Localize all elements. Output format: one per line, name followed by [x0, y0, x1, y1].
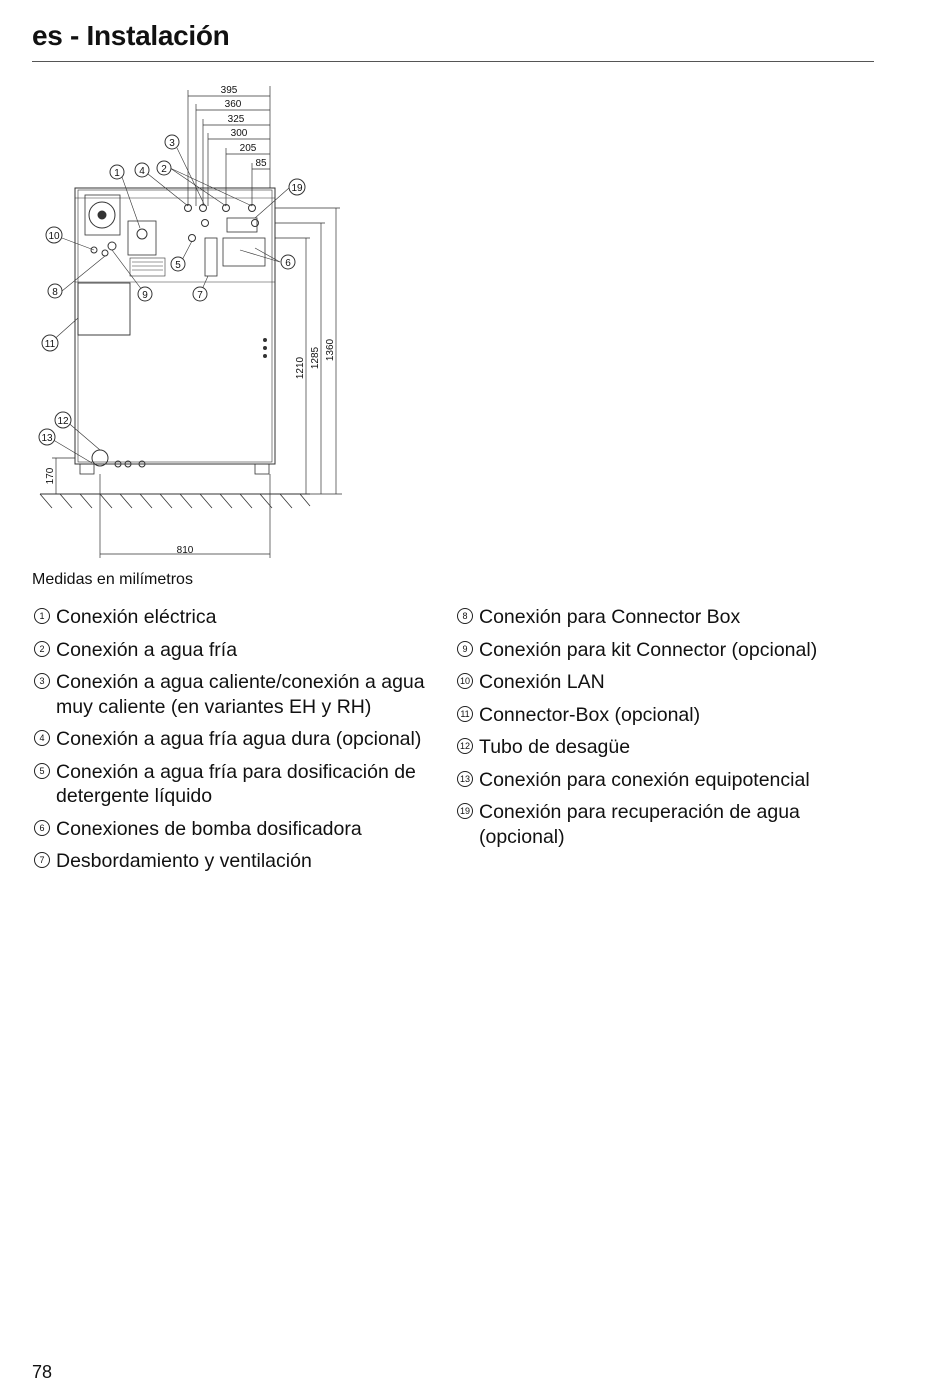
legend-number: 5 — [34, 763, 50, 779]
dim-360: 360 — [224, 99, 242, 110]
dim-810: 810 — [176, 545, 194, 556]
svg-text:10: 10 — [48, 231, 60, 242]
dim-205: 205 — [239, 143, 257, 154]
dim-85: 85 — [255, 158, 267, 169]
legend-text: Desbordamiento y ventilación — [56, 850, 312, 872]
legend-item — [457, 670, 877, 695]
machine-body — [75, 188, 275, 464]
svg-text:1: 1 — [114, 168, 120, 179]
legend-number: 19 — [457, 803, 473, 819]
svg-text:19: 19 — [291, 183, 303, 194]
svg-text:9: 9 — [142, 290, 148, 301]
svg-text:8: 8 — [52, 287, 58, 298]
svg-text:7: 7 — [197, 290, 203, 301]
legend-item — [457, 703, 877, 728]
legend-text: Conexión a agua caliente/conexión a agua muy caliente (en variantes EH y RH) — [56, 671, 425, 718]
installation-diagram — [30, 78, 360, 564]
callout-11 — [42, 335, 58, 351]
legend-number: 1 — [34, 608, 50, 624]
callout-10 — [46, 227, 62, 243]
callout-5 — [171, 257, 185, 271]
legend-text: Tubo de desagüe — [479, 736, 631, 758]
header-divider — [32, 61, 874, 62]
page-number: 78 — [32, 1362, 53, 1382]
legend-item — [34, 727, 450, 752]
legend-item — [457, 800, 877, 849]
legend-text: Conexión a agua fría — [56, 638, 238, 661]
legend-item — [457, 638, 877, 663]
svg-text:5: 5 — [175, 260, 181, 271]
callout-7 — [193, 287, 207, 301]
legend-item — [457, 768, 877, 793]
legend-number: 4 — [34, 730, 50, 746]
callout-19 — [289, 179, 305, 195]
legend-item — [34, 760, 450, 809]
legend-right-column — [457, 605, 877, 857]
legend-number: 11 — [457, 706, 473, 722]
legend-text: Connector-Box (opcional) — [479, 703, 701, 726]
dim-1285: 1285 — [310, 346, 321, 370]
legend-text: Conexión para Connector Box — [479, 606, 741, 628]
legend-item — [34, 817, 450, 842]
legend-item — [34, 670, 450, 719]
callout-13 — [39, 429, 55, 445]
figure-caption: Medidas en milímetros — [32, 571, 193, 588]
dim-325: 325 — [227, 114, 245, 125]
legend-number: 6 — [34, 820, 50, 836]
callout-12 — [55, 412, 71, 428]
legend-number: 13 — [457, 771, 473, 787]
svg-text:2: 2 — [161, 164, 167, 175]
dim-300: 300 — [230, 128, 248, 139]
legend-number: 10 — [457, 673, 473, 689]
dim-1360: 1360 — [325, 338, 336, 362]
callout-1 — [110, 165, 124, 179]
legend-text: Conexión a agua fría para dosificación de detergente líquido — [56, 760, 416, 807]
callout-4 — [135, 163, 149, 177]
legend-left-column — [34, 605, 450, 882]
page-title: es - Instalación — [32, 20, 230, 51]
legend-text: Conexión para conexión equipotencial — [479, 768, 810, 791]
svg-text:12: 12 — [57, 416, 69, 427]
legend-item — [34, 638, 450, 663]
callout-2 — [157, 161, 171, 175]
legend-text: Conexiones de bomba dosificadora — [56, 817, 362, 840]
legend-number: 8 — [457, 608, 473, 624]
svg-text:6: 6 — [285, 258, 291, 269]
dim-395: 395 — [220, 85, 238, 96]
svg-text:4: 4 — [139, 166, 145, 177]
legend-number: 7 — [34, 852, 50, 868]
callout-3 — [165, 135, 179, 149]
legend-text: Conexión a agua fría agua dura (opcional) — [56, 728, 422, 750]
legend-text: Conexión eléctrica — [56, 606, 217, 628]
legend-number: 3 — [34, 673, 50, 689]
callout-6 — [281, 255, 295, 269]
legend-number: 9 — [457, 641, 473, 657]
legend-text: Conexión para recuperación de agua (opcional) — [479, 801, 800, 848]
legend-item — [34, 849, 450, 874]
svg-text:11: 11 — [44, 339, 56, 350]
callout-9 — [138, 287, 152, 301]
legend-number: 2 — [34, 641, 50, 657]
legend-number: 12 — [457, 738, 473, 754]
svg-text:13: 13 — [41, 433, 53, 444]
legend-item — [457, 735, 877, 760]
legend-item — [34, 605, 450, 630]
dim-1210: 1210 — [295, 356, 306, 380]
legend-item — [457, 605, 877, 630]
svg-text:3: 3 — [169, 138, 175, 149]
dim-170: 170 — [45, 467, 56, 485]
legend-text: Conexión LAN — [479, 671, 605, 693]
callout-8 — [48, 284, 62, 298]
legend-text: Conexión para kit Connector (opcional) — [479, 638, 818, 661]
